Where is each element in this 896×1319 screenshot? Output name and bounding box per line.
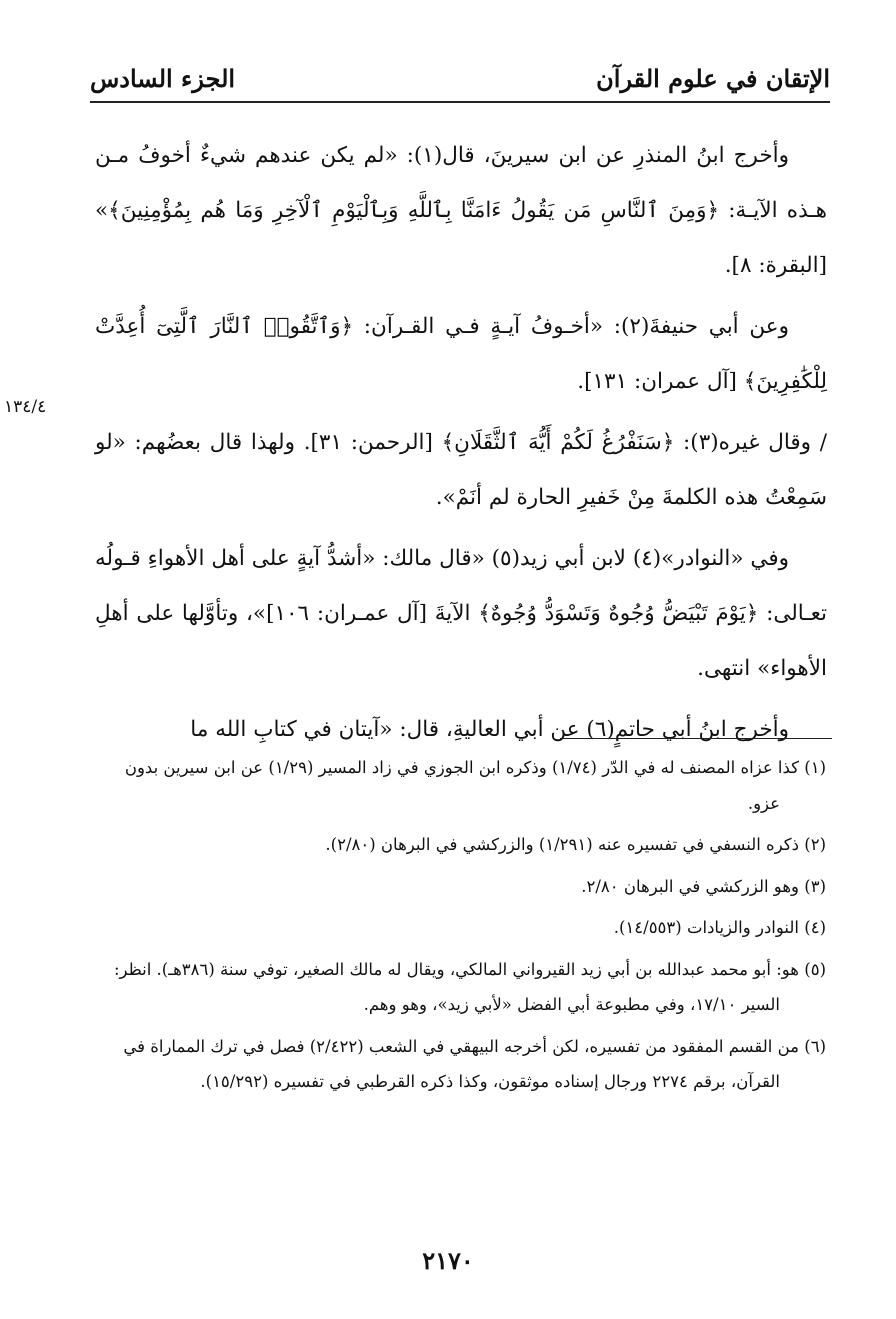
footnotes (96, 750, 826, 1106)
main-text (95, 128, 827, 763)
volume-label: الجزء السادس (90, 63, 236, 93)
footnote: (٣) وهو الزركشي في البرهان ٢/٨٠. (581, 876, 826, 896)
paragraph: / وقال غيره(٣): ﴿سَنَفْرُغُ لَكُمْ أَيُّهَ ٱلثَّقَلَانِ﴾ [الرحمن: ٣١]. ولهذا قال بعضُهم: «لو سَمِعْتُ هذه الكلمةَ مِنْ خَفيرِ الحارة لم أنَمْ». (95, 430, 828, 510)
footnote: (١) كذا عزاه المصنف له في الدّر (١/٧٤) وذكره ابن الجوزي في زاد المسير (١/٢٩) عن ابن سيرين بدون عزو. (124, 758, 826, 813)
paragraph: وأخرج ابنُ أبي حاتمٍ(٦) عن أبي العاليةِ، قال: «آيتان في كتابِ الله ما (190, 717, 789, 742)
footnote: (٦) من القسم المفقود من تفسيره، لكن أخرجه البيهقي في الشعب (٢/٤٢٢) فصل في ترك المماراة في القرآن، برقم ٢٢٧٤ ورجال إسناده موثقون، وكذا ذكره القرطبي في تفسيره (١٥/٢٩٢). (123, 1036, 826, 1091)
paragraph: وعن أبي حنيفةَ(٢): «أخـوفُ آيـةٍ فـي القـرآن: ﴿وَٱتَّقُوا۟ ٱلنَّارَ ٱلَّتِىٓ أُعِدَّتْ لِلْكَٰفِرِينَ﴾ [آل عمران: ١٣١]. (95, 314, 827, 394)
header-divider (90, 101, 830, 103)
footnote: (٢) ذكره النسفي في تفسيره عنه (١/٢٩١) والزركشي في البرهان (٢/٨٠). (325, 835, 826, 854)
footnote: (٥) هو: أبو محمد عبدالله بن أبي زيد القيرواني المالكي، ويقال له مالك الصغير، توفي سنة (٣٨٦هـ). انظر: السير ١٧/١٠، وفي مطبوعة أبي الفضل «لأبي زيد»، وهو وهم. (113, 959, 826, 1014)
paragraph: وأخرج ابنُ المنذرِ عن ابن سيرينَ، قال(١): «لم يكن عندهم شيءٌ أخوفُ مـن هـذه الآيـة: ﴿وَمِنَ ٱلنَّاسِ مَن يَقُولُ ءَامَنَّا بِٱللَّهِ وَبِٱلْيَوْمِ ٱلْآخِرِ وَمَا هُم بِمُؤْمِنِينَ﴾» [البقرة: ٨]. (95, 143, 827, 278)
footnote: (٤) النوادر والزيادات (١٤/٥٥٣). (613, 918, 826, 937)
running-header (90, 58, 830, 98)
book-title: الإتقان في علوم القرآن (596, 63, 830, 93)
page-number: ٢١٧٠ (422, 1246, 474, 1275)
footnote-divider (560, 738, 832, 739)
original-page-reference: ١٣٤/٤ (4, 397, 47, 417)
paragraph: وفي «النوادر»(٤) لابن أبي زيد(٥) «قال مالك: «أشدُّ آيةٍ على أهل الأهواءِ قـولُه تعـالى: ﴿يَوْمَ تَبْيَضُّ وُجُوهٌ وَتَسْوَدُّ وُجُوهٌ﴾ الآيةَ [آل عمـران: ١٠٦]»، وتأوَّلها على أهلِ الأهواء» انتهى. (95, 546, 827, 681)
